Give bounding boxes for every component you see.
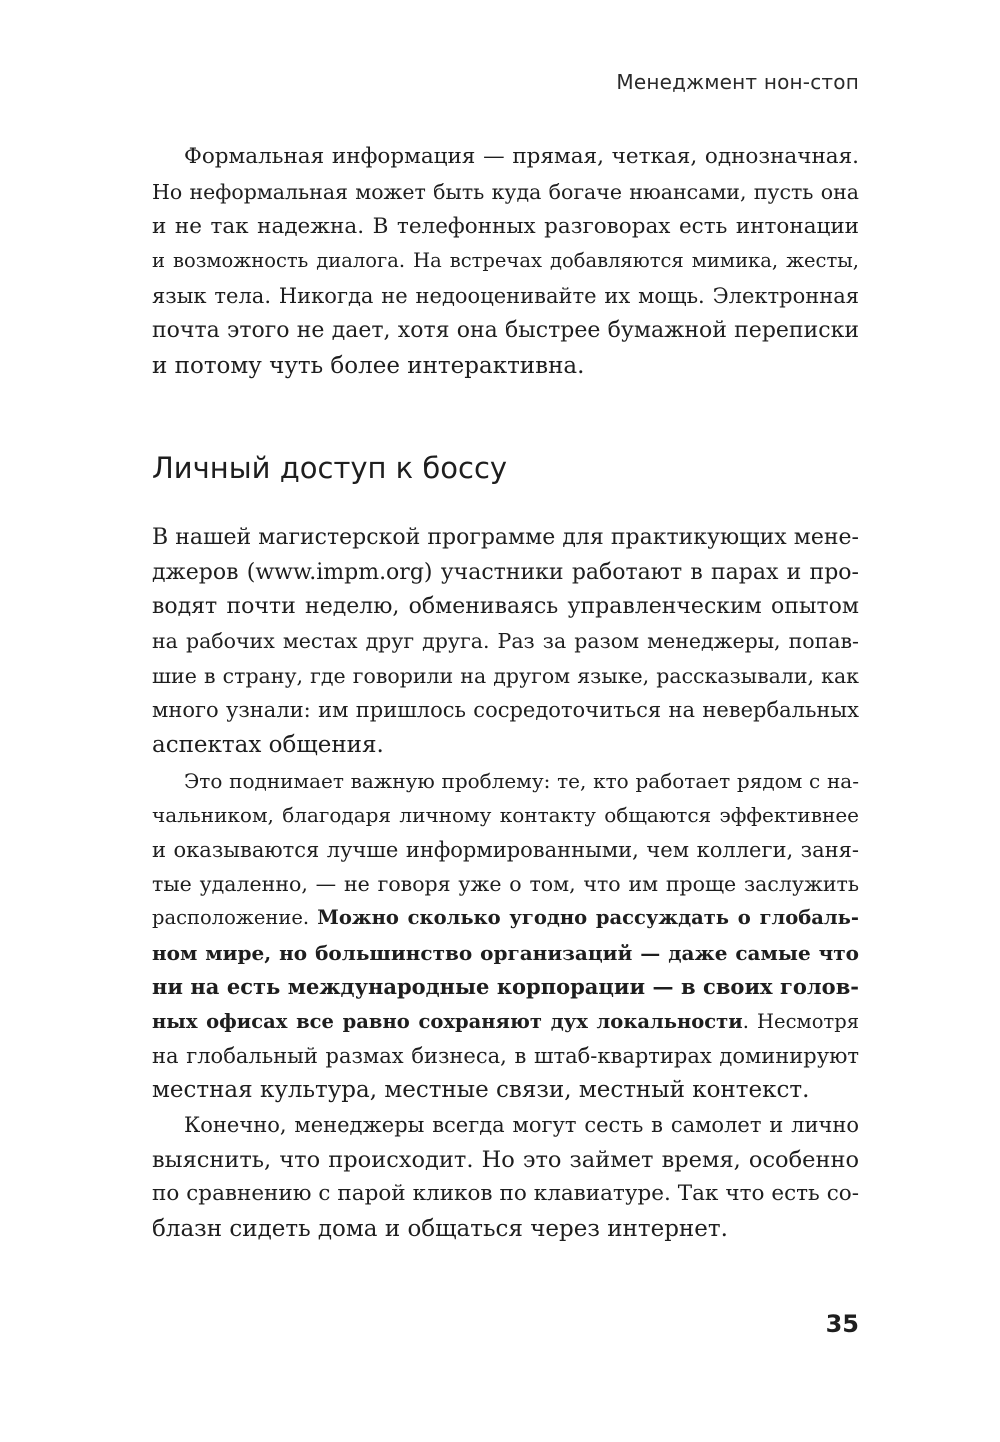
text-line: Конечно, менеджеры всегда могут сесть в самолет и лично	[184, 1113, 859, 1137]
text-line: блазн сидеть дома и общаться через интернет.	[152, 1216, 728, 1242]
text-line: Но неформальная может быть куда богаче нюансами, пусть она	[152, 180, 859, 204]
text-regular: расположение.	[152, 906, 318, 929]
text-line: Это поднимает важную проблему: те, кто работает рядом с на-	[184, 769, 859, 793]
text-emphasis: Можно сколько угодно рассуждать о глобаль-	[317, 906, 859, 929]
text-line: и оказываются лучше информированными, чем коллеги, заня-	[152, 838, 859, 862]
text-line: шие в страну, где говорили на другом языке, рассказывали, как	[152, 664, 859, 688]
text-line-mixed	[152, 901, 859, 935]
text-line: на рабочих местах друг друга. Раз за разом менеджеры, попав-	[152, 629, 859, 653]
text-line: почта этого не дает, хотя она быстрее бумажной переписки	[152, 318, 859, 343]
text-line: язык тела. Никогда не недооценивайте их мощь. Электронная	[152, 284, 859, 308]
text-line: чальником, благодаря личному контакту общаются эффективнее	[152, 803, 859, 827]
text-line: водят почти неделю, обмениваясь управленческим опытом	[152, 594, 859, 619]
text-line: местная культура, местные связи, местный контекст.	[152, 1077, 810, 1103]
text-line: и возможность диалога. На встречах добавляются мимика, жесты,	[152, 249, 859, 272]
text-line-emphasis: ни на есть международные корпорации — в своих голов-	[152, 974, 859, 999]
text-line: тые удаленно, — не говоря уже о том, что им проще заслужить	[152, 872, 859, 896]
text-line: на глобальный размах бизнеса, в штаб-квартирах доминируют	[152, 1044, 859, 1068]
text-line: и не так надежна. В телефонных разговорах есть интонации	[152, 214, 859, 239]
text-line: много узнали: им пришлось сосредоточиться на невербальных	[152, 698, 859, 722]
running-head-title: Менеджмент нон-стоп	[616, 70, 859, 94]
text-emphasis: ных офисах все равно сохраняют дух локальности	[152, 1010, 743, 1033]
text-line-mixed	[152, 1005, 859, 1039]
text-line: выяснить, что происходит. Но это займет время, особенно	[152, 1147, 859, 1173]
text-line: В нашей магистерской программе для практикующих мене-	[152, 525, 859, 550]
text-line: по сравнению с парой кликов по клавиатуре. Так что есть со-	[152, 1181, 859, 1206]
text-line: аспектах общения.	[152, 732, 384, 758]
section-heading: Личный доступ к боссу	[152, 451, 508, 485]
text-line: Формальная информация — прямая, четкая, однозначная.	[184, 144, 859, 169]
text-line: джеров (www.impm.org) участники работают в парах и про-	[152, 560, 859, 585]
text-regular: . Несмотря	[742, 1010, 859, 1033]
text-line-emphasis: ном мире, но большинство организаций — даже самые что	[152, 941, 859, 965]
text-line: и потому чуть более интерактивна.	[152, 353, 585, 379]
page-number: 35	[825, 1310, 859, 1338]
